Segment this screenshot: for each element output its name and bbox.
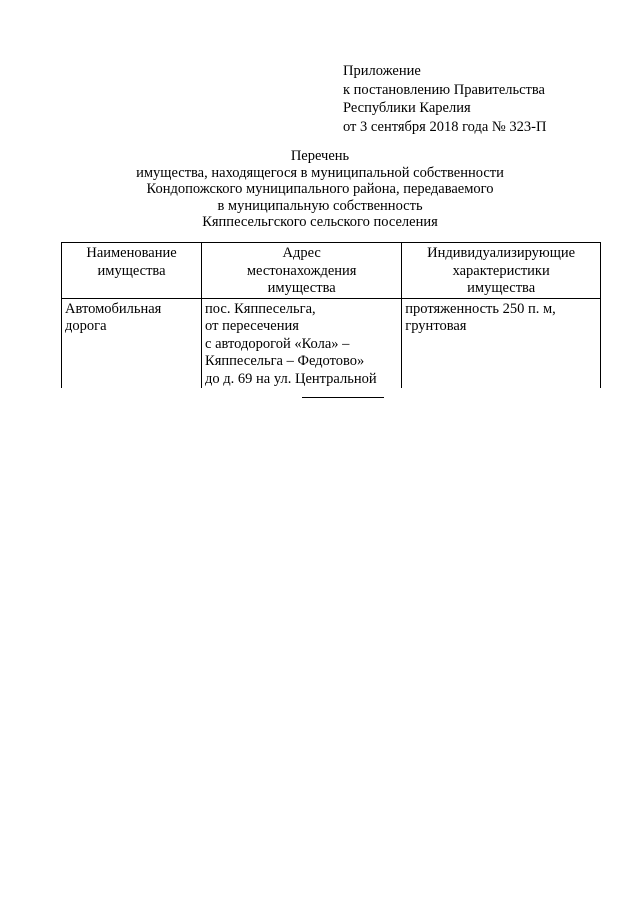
cell-address	[202, 298, 402, 388]
title-line-3: Кондопожского муниципального района, передаваемого	[146, 181, 494, 197]
cell-address-line: пос. Кяппесельга,	[205, 300, 316, 317]
header-characteristics-line: имущества	[467, 280, 536, 296]
document-title	[0, 148, 640, 231]
appendix-authority: Республики Карелия	[343, 100, 471, 116]
header-name	[62, 243, 202, 299]
header-address-line: местонахождения	[246, 262, 357, 279]
cell-characteristics	[402, 298, 601, 388]
header-characteristics-line: Индивидуализирующие	[427, 245, 576, 261]
appendix-decree-ref: к постановлению Правительства	[343, 81, 545, 98]
cell-name	[62, 298, 202, 388]
cell-address-line: Кяппесельга – Федотово»	[205, 353, 365, 369]
cell-characteristics-line: протяженность 250 п. м,	[405, 300, 556, 317]
title-line-2: имущества, находящегося в муниципальной собственности	[136, 164, 504, 181]
cell-name-line: Автомобильная	[65, 300, 162, 317]
header-name-line: Наименование	[86, 245, 177, 261]
appendix-label: Приложение	[343, 63, 421, 79]
table-row	[62, 298, 601, 388]
title-line-5: Кяппесельгского сельского поселения	[202, 214, 438, 230]
header-address	[202, 243, 402, 299]
appendix-header	[343, 62, 546, 136]
appendix-date-number: от 3 сентября 2018 года № 323-П	[343, 118, 547, 135]
header-address-line: Адрес	[282, 245, 321, 261]
closing-rule	[302, 397, 384, 398]
header-characteristics-line: характеристики	[452, 262, 550, 279]
cell-name-line: дорога	[65, 318, 107, 334]
property-table	[61, 242, 601, 388]
table-header-row	[62, 243, 601, 299]
title-line-1: Перечень	[290, 148, 350, 164]
header-address-line: имущества	[267, 280, 336, 296]
cell-characteristics-line: грунтовая	[405, 318, 467, 334]
cell-address-line: до д. 69 на ул. Центральной	[205, 370, 377, 387]
cell-address-line: с автодорогой «Кола» –	[205, 335, 350, 352]
cell-address-line: от пересечения	[205, 318, 299, 334]
header-characteristics	[402, 243, 601, 299]
header-name-line: имущества	[97, 262, 166, 279]
title-line-4: в муниципальную собственность	[217, 197, 423, 214]
